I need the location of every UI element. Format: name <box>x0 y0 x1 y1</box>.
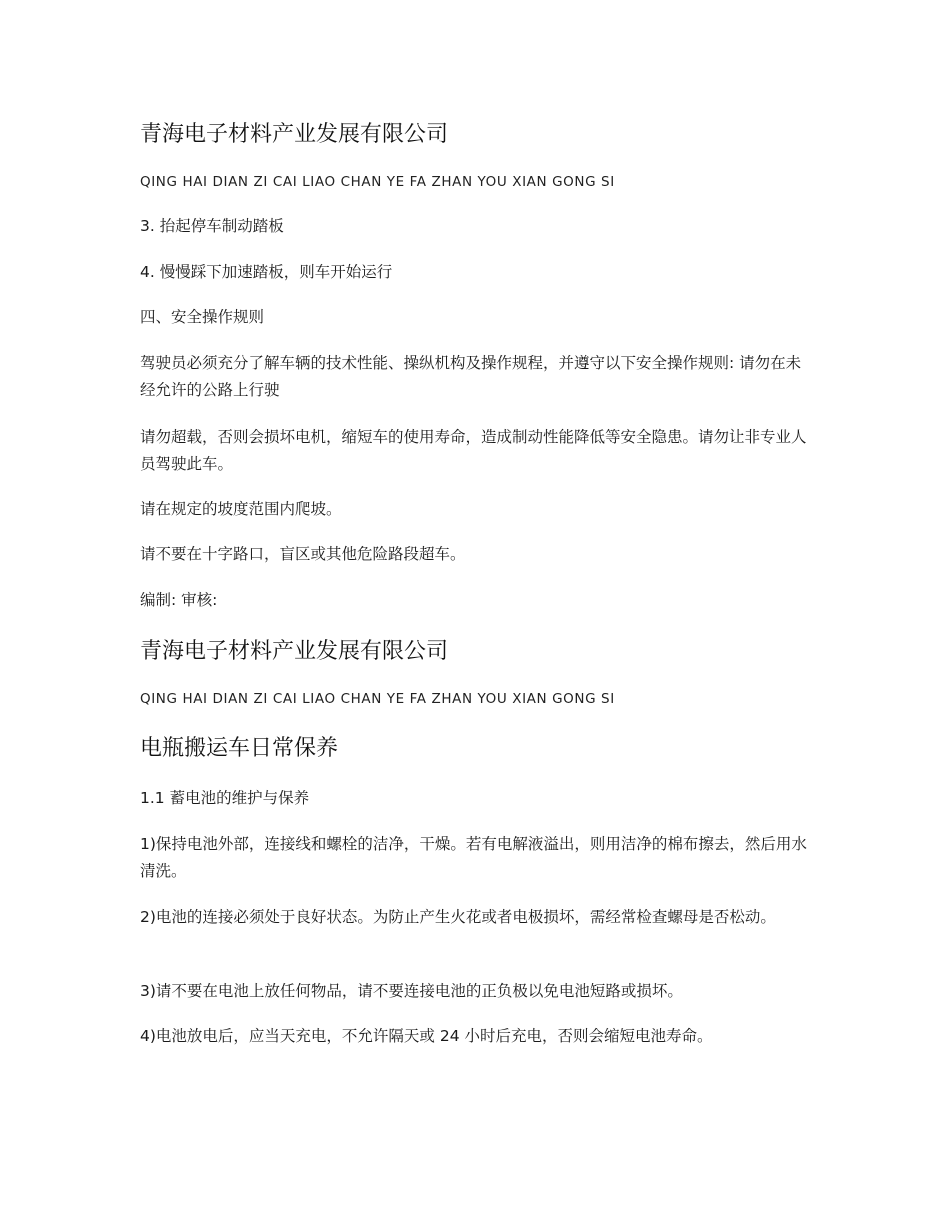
maintenance-title: 电瓶搬运车日常保养 <box>140 736 339 761</box>
maintenance-item-1: 1)保持电池外部，连接线和螺栓的洁净，干燥。若有电解液溢出，则用洁净的棉布擦去，然后用水清洗。 <box>140 835 807 880</box>
battery-maintenance-subheading: 1.1 蓄电池的维护与保养 <box>140 789 310 807</box>
maintenance-item-2: 2)电池的连接必须处于良好状态。为防止产生火花或者电极损坏，需经常检查螺母是否松动。 <box>140 908 776 926</box>
signoff-line: 编制: 审核: <box>140 591 218 609</box>
company-name-pinyin-2: QING HAI DIAN ZI CAI LIAO CHAN YE FA ZHAN YOU XIAN GONG SI <box>140 691 615 707</box>
company-name-heading-2: 青海电子材料产业发展有限公司 <box>140 639 449 664</box>
step-4-text: 4. 慢慢踩下加速踏板，则车开始运行 <box>140 263 393 281</box>
company-name-pinyin: QING HAI DIAN ZI CAI LIAO CHAN YE FA ZHAN YOU XIAN GONG SI <box>140 174 615 190</box>
safety-rules-paragraph-4: 请不要在十字路口，盲区或其他危险路段超车。 <box>140 545 466 563</box>
maintenance-item-4: 4)电池放电后，应当天充电，不允许隔天或 24 小时后充电，否则会缩短电池寿命。 <box>140 1027 713 1045</box>
safety-rules-paragraph-2: 请勿超载，否则会损坏电机，缩短车的使用寿命，造成制动性能降低等安全隐患。请勿让非专业人员驾驶此车。 <box>140 428 807 473</box>
maintenance-item-3: 3)请不要在电池上放任何物品，请不要连接电池的正负极以免电池短路或损坏。 <box>140 982 683 1000</box>
safety-rules-heading: 四、安全操作规则 <box>140 308 265 326</box>
safety-rules-paragraph-1: 驾驶员必须充分了解车辆的技术性能、操纵机构及操作规程，并遵守以下安全操作规则: 请勿在未经允许的公路上行驶 <box>140 354 802 399</box>
step-3-text: 3. 抬起停车制动踏板 <box>140 217 284 235</box>
safety-rules-paragraph-3: 请在规定的坡度范围内爬坡。 <box>140 500 342 518</box>
company-name-heading: 青海电子材料产业发展有限公司 <box>140 122 449 147</box>
